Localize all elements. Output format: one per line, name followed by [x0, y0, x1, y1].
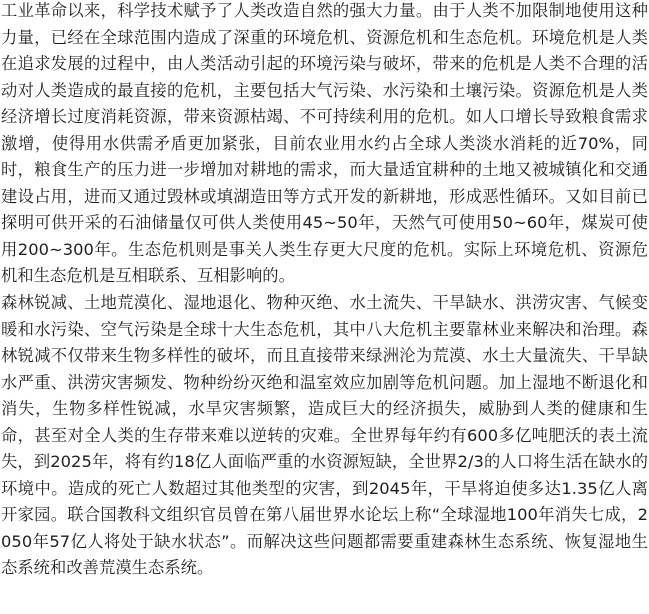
paragraph-crises-overview: 工业革命以来，科学技术赋予了人类改造自然的强大力量。由于人类不加限制地使用这种力量，已经在全球范围内造成了深重的环境危机、资源危机和生态危机。环境危机是人类在追求发展的过程中，由人类活动引起的环境污染与破坏，带来的危机是人类不合理的活动对人类造成的最直接的危机，主要包括大气污染、水污染和土壤污染。资源危机是人类经济增长过度消耗资源，带来资源枯竭、不可持续利用的危机。如人口增长导致粮食需求激增，使得用水供需矛盾更加紧张，目前农业用水约占全球人类淡水消耗的近70%，同时，粮食生产的压力进一步增加对耕地的需求，而大量适宜耕种的土地又被城镇化和交通建设占用，进而又通过毁林或填湖造田等方式开发的新耕地，形成恶性循环。又如目前已探明可供开采的石油储量仅可供人类使用45~50年，天然气可使用50~60年，煤炭可使用200~300年。生态危机则是事关人类生存更大尺度的危机。实际上环境危机、资源危机和生态危机是互相联系、互相影响的。 [1, 1, 648, 286]
paragraph-ecological-crises: 森林锐减、土地荒漠化、湿地退化、物种灭绝、水土流失、干旱缺水、洪涝灾害、气候变暖和水污染、空气污染是全球十大生态危机，其中八大危机主要靠林业来解决和治理。森林锐减不仅带来生物多样性的破坏，而且直接带来绿洲沦为荒漠、水土大量流失、干旱缺水严重、洪涝灾害频发、物种纷纷灭绝和温室效应加剧等危机问题。加上湿地不断退化和消失，生物多样性锐减，水旱灾害频繁，造成巨大的经济损失，威胁到人类的健康和生命，甚至对全人类的生存带来难以逆转的灾难。全世界每年约有600多亿吨肥沃的表土流失，到2025年，将有约18亿人面临严重的水资源短缺，全世界2/3的人口将生活在缺水的环境中。造成的死亡人数超过其他类型的灾害，到2045年，干旱将迫使多达1.35亿人离开家园。联合国教科文组织官员曾在第八届世界水论坛上称“全球湿地100年消失七成，2050年57亿人将处于缺水状态”。而解决这些问题都需要重建森林生态系统、恢复湿地生态系统和改善荒漠生态系统。 [1, 293, 648, 578]
